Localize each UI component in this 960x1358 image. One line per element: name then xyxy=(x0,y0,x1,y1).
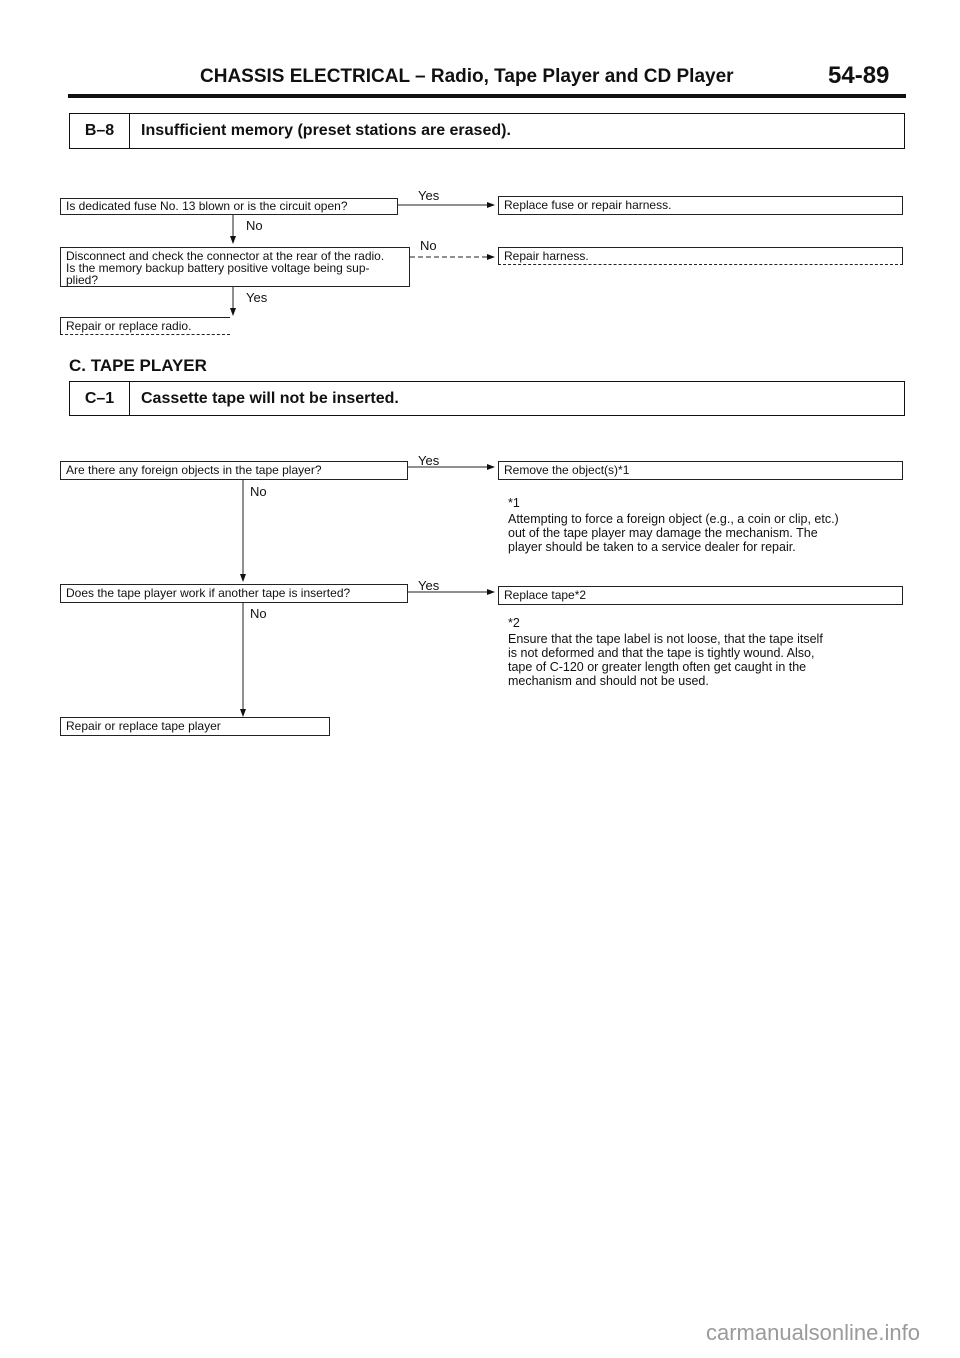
c1-question-another-tape: Does the tape player work if another tape is inserted? xyxy=(60,584,408,603)
c1-note2 xyxy=(508,632,903,688)
b8-q2-line1: Disconnect and check the connector at the rear of the radio. xyxy=(66,249,385,263)
c1-title: Cassette tape will not be inserted. xyxy=(141,389,399,407)
c1-q2-no-label: No xyxy=(250,606,267,621)
b8-question-fuse: Is dedicated fuse No. 13 blown or is the circuit open? xyxy=(60,198,398,215)
c1-note1-line2: out of the tape player may damage the mechanism. The xyxy=(508,526,818,540)
b8-q1-no-label: No xyxy=(246,218,263,233)
c1-note2-line3: tape of C-120 or greater length often get caught in the xyxy=(508,660,807,674)
b8-q2-yes-label: Yes xyxy=(246,290,268,305)
b8-action-repair-harness: Repair harness. xyxy=(498,247,903,265)
section-c-title: C. TAPE PLAYER xyxy=(69,356,207,375)
c1-q2-yes-label: Yes xyxy=(418,578,440,593)
page-number: 54-89 xyxy=(828,62,890,89)
b8-q2-line3: plied? xyxy=(66,273,99,287)
b8-question-backup-voltage xyxy=(60,247,410,287)
b8-action-replace-fuse: Replace fuse or repair harness. xyxy=(498,196,903,215)
c1-note2-line1: Ensure that the tape label is not loose, that the tape itself xyxy=(508,632,823,646)
c1-action-replace-tape: Replace tape*2 xyxy=(498,586,903,605)
c1-title-banner xyxy=(69,381,905,416)
c1-action-remove-objects: Remove the object(s)*1 xyxy=(498,461,903,480)
c1-note1-mark: *1 xyxy=(508,496,520,510)
watermark: carmanualsonline.info xyxy=(705,1320,920,1345)
b8-q1-yes-label: Yes xyxy=(418,188,440,203)
c1-note1-line3: player should be taken to a service dealer for repair. xyxy=(508,540,796,554)
b8-final-repair-radio: Repair or replace radio. xyxy=(60,317,230,335)
c1-q1-no-label: No xyxy=(250,484,267,499)
b8-title-banner xyxy=(69,113,905,149)
c1-note1-line1: Attempting to force a foreign object (e.g., a coin or clip, etc.) xyxy=(508,512,839,526)
c1-note2-line2: is not deformed and that the tape is tightly wound. Also, xyxy=(508,646,815,660)
b8-q2-line2: Is the memory backup battery positive voltage being sup- xyxy=(66,261,370,275)
c1-question-foreign-objects: Are there any foreign objects in the tape player? xyxy=(60,461,408,480)
b8-title: Insufficient memory (preset stations are erased). xyxy=(141,122,511,139)
c1-q1-yes-label: Yes xyxy=(418,453,440,468)
b8-q2-no-label: No xyxy=(420,238,437,253)
page-header-title: CHASSIS ELECTRICAL – Radio, Tape Player and CD Player xyxy=(200,66,734,87)
c1-code: C–1 xyxy=(70,382,130,415)
c1-note2-mark: *2 xyxy=(508,616,520,630)
c1-final-repair-tape-player: Repair or replace tape player xyxy=(60,717,330,736)
b8-code: B–8 xyxy=(70,114,130,148)
c1-note1 xyxy=(508,512,903,554)
c1-note2-line4: mechanism and should not be used. xyxy=(508,674,709,688)
